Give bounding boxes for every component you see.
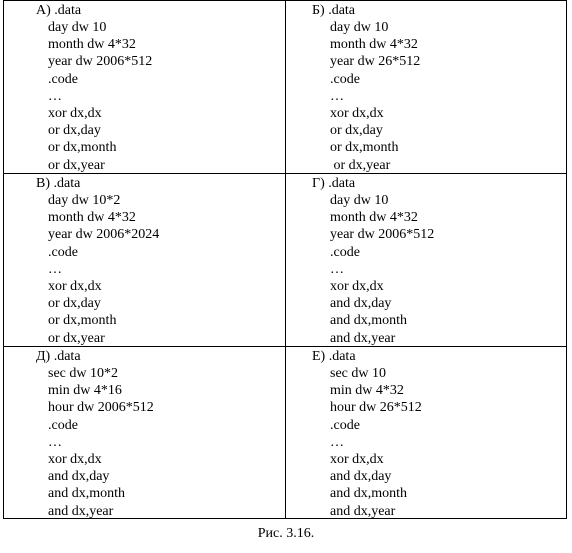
- code-line: hour dw 26*512: [330, 400, 422, 416]
- code-line: and dx,year: [330, 330, 396, 346]
- variant-b-code: [330, 19, 420, 174]
- code-line: or dx,month: [48, 313, 117, 329]
- variant-b-header: Б) .data: [312, 3, 356, 18]
- variant-b-cell: [286, 1, 566, 174]
- code-line: or dx,day: [48, 123, 101, 139]
- variant-g-cell: [286, 174, 566, 347]
- code-line: and dx,day: [330, 469, 392, 485]
- code-line: sec dw 10: [330, 366, 386, 381]
- variant-a-cell: [4, 1, 286, 174]
- figure-caption: Рис. 3.16.: [257, 526, 315, 541]
- code-line: year dw 2006*512: [330, 227, 435, 243]
- code-line: year dw 2006*2024: [48, 227, 160, 243]
- code-line: or dx,year: [330, 157, 391, 173]
- code-line: xor dx,dx: [330, 105, 384, 121]
- code-line: xor dx,dx: [48, 451, 102, 467]
- code-line: …: [330, 434, 344, 450]
- code-line: day dw 10: [330, 20, 389, 35]
- code-line: year dw 26*512: [330, 54, 421, 70]
- code-line: min dw 4*32: [330, 383, 404, 399]
- code-line: .code: [48, 71, 78, 87]
- code-line: and dx,day: [48, 469, 110, 485]
- variant-g-header: Г) .data: [312, 176, 356, 191]
- code-line: and dx,year: [330, 503, 396, 518]
- variant-v-header: В) .data: [36, 176, 81, 191]
- code-line: .code: [48, 417, 78, 433]
- code-line: and dx,month: [330, 313, 407, 329]
- code-line: day dw 10: [330, 193, 389, 208]
- variant-d-code: [48, 365, 154, 518]
- code-line: xor dx,dx: [48, 105, 102, 121]
- variant-v-cell: [4, 174, 286, 347]
- code-line: month dw 4*32: [330, 210, 418, 226]
- variant-a-code: [48, 19, 152, 174]
- code-line: month dw 4*32: [330, 37, 418, 53]
- code-line: .code: [330, 417, 360, 433]
- code-line: or dx,month: [330, 140, 399, 156]
- code-line: …: [330, 261, 344, 277]
- code-line: and dx,year: [48, 503, 114, 518]
- code-line: and dx,day: [330, 296, 392, 312]
- code-line: .code: [48, 244, 78, 260]
- variant-e-code: [330, 365, 422, 518]
- code-line: …: [48, 88, 62, 104]
- code-line: xor dx,dx: [330, 451, 384, 467]
- code-line: xor dx,dx: [48, 278, 102, 294]
- code-line: and dx,month: [48, 486, 125, 502]
- variant-d-cell: [4, 347, 286, 518]
- code-line: or dx,month: [48, 140, 117, 156]
- code-line: month dw 4*32: [48, 37, 136, 53]
- variant-e-cell: [286, 347, 566, 518]
- code-line: min dw 4*16: [48, 383, 122, 399]
- variant-v-code: [48, 192, 159, 347]
- code-line: or dx,year: [48, 330, 105, 346]
- code-line: …: [48, 434, 62, 450]
- code-variants-table: [3, 0, 567, 519]
- variant-a-header: А) .data: [36, 3, 82, 18]
- code-line: or dx,day: [330, 123, 383, 139]
- code-line: …: [48, 261, 62, 277]
- code-line: sec dw 10*2: [48, 366, 118, 381]
- code-line: xor dx,dx: [330, 278, 384, 294]
- code-line: or dx,day: [48, 296, 101, 312]
- code-line: .code: [330, 244, 360, 260]
- code-line: hour dw 2006*512: [48, 400, 154, 416]
- code-line: .code: [330, 71, 360, 87]
- code-line: day dw 10: [48, 20, 107, 35]
- code-line: or dx,year: [48, 157, 105, 173]
- code-line: year dw 2006*512: [48, 54, 153, 70]
- code-line: day dw 10*2: [48, 193, 121, 208]
- variant-d-header: Д) .data: [36, 349, 81, 364]
- code-line: and dx,month: [330, 486, 407, 502]
- variant-g-code: [330, 192, 434, 347]
- variant-e-header: Е) .data: [312, 349, 356, 364]
- code-line: month dw 4*32: [48, 210, 136, 226]
- code-line: …: [330, 88, 344, 104]
